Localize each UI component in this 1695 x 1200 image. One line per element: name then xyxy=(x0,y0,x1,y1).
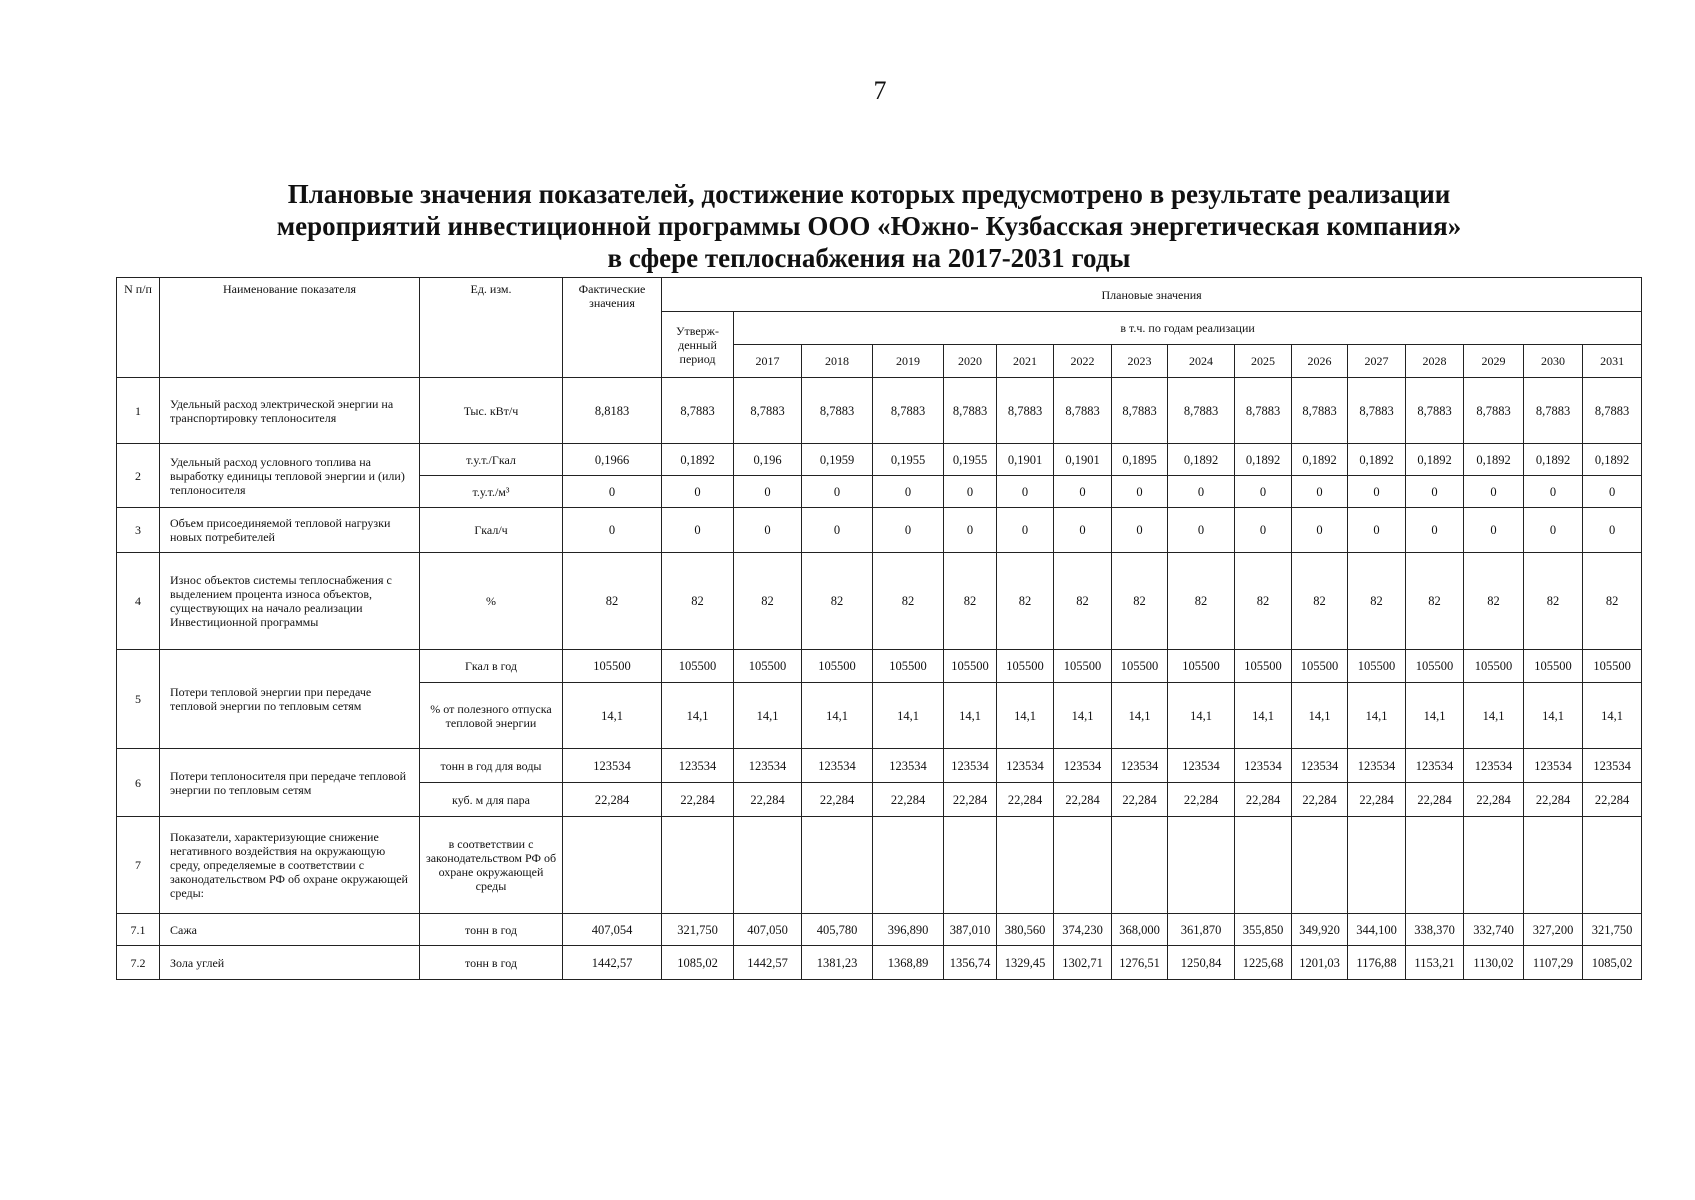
year-value: 0,1955 xyxy=(944,444,997,476)
year-value: 8,7883 xyxy=(1112,378,1168,444)
year-value: 82 xyxy=(873,553,944,650)
unit-cell: тонн в год xyxy=(420,914,563,946)
year-value: 123534 xyxy=(1292,749,1348,783)
header-planned: Плановые значения xyxy=(662,278,1642,312)
approved-value: 8,7883 xyxy=(662,378,734,444)
approved-value: 105500 xyxy=(662,650,734,683)
header-year: 2021 xyxy=(997,345,1054,378)
page-number: 7 xyxy=(873,76,887,105)
year-value: 123534 xyxy=(1406,749,1464,783)
table-row xyxy=(117,817,1642,914)
year-value: 1250,84 xyxy=(1168,946,1235,980)
year-value: 22,284 xyxy=(873,783,944,817)
year-value: 0 xyxy=(944,508,997,553)
year-value: 8,7883 xyxy=(1054,378,1112,444)
table-row xyxy=(117,650,1642,683)
header-year: 2024 xyxy=(1168,345,1235,378)
year-value: 105500 xyxy=(1464,650,1524,683)
year-value: 0 xyxy=(1583,508,1642,553)
year-value: 22,284 xyxy=(1235,783,1292,817)
year-value: 82 xyxy=(734,553,802,650)
year-value xyxy=(1168,817,1235,914)
year-value: 0 xyxy=(1168,508,1235,553)
title-line-3: в сфере теплоснабжения на 2017-2031 годы xyxy=(607,243,1131,273)
year-value: 22,284 xyxy=(1464,783,1524,817)
year-value: 1381,23 xyxy=(802,946,873,980)
approved-value: 14,1 xyxy=(662,683,734,749)
year-value: 22,284 xyxy=(802,783,873,817)
year-value: 0,1959 xyxy=(802,444,873,476)
header-year: 2030 xyxy=(1524,345,1583,378)
year-value: 22,284 xyxy=(1348,783,1406,817)
year-value: 321,750 xyxy=(1583,914,1642,946)
table-row xyxy=(117,508,1642,553)
unit-cell: тонн в год xyxy=(420,946,563,980)
indicator-name: Зола углей xyxy=(160,946,420,980)
year-value: 14,1 xyxy=(734,683,802,749)
year-value: 22,284 xyxy=(1292,783,1348,817)
year-value: 22,284 xyxy=(1524,783,1583,817)
year-value: 0 xyxy=(1464,476,1524,508)
indicator-name: Показатели, характеризующие снижение негативного воздействия на окружающую среду, определяемые в соответствии с законодательством РФ об охране окружающей среды: xyxy=(160,817,420,914)
year-value: 22,284 xyxy=(1168,783,1235,817)
year-value: 349,920 xyxy=(1292,914,1348,946)
year-value: 327,200 xyxy=(1524,914,1583,946)
year-value xyxy=(873,817,944,914)
approved-value: 1085,02 xyxy=(662,946,734,980)
header-year: 2029 xyxy=(1464,345,1524,378)
header-year: 2025 xyxy=(1235,345,1292,378)
year-value: 0 xyxy=(1406,508,1464,553)
header-actual: Фактические значения xyxy=(563,278,662,378)
year-value: 123534 xyxy=(734,749,802,783)
year-value: 105500 xyxy=(873,650,944,683)
year-value: 0,1892 xyxy=(1406,444,1464,476)
table-header xyxy=(117,278,1642,378)
year-value: 0,196 xyxy=(734,444,802,476)
year-value: 1176,88 xyxy=(1348,946,1406,980)
year-value: 82 xyxy=(1583,553,1642,650)
indicator-name: Удельный расход условного топлива на выработку единицы тепловой энергии и (или) теплоносителя xyxy=(160,444,420,508)
year-value: 0 xyxy=(944,476,997,508)
year-value: 22,284 xyxy=(734,783,802,817)
year-value: 105500 xyxy=(1348,650,1406,683)
actual-value: 0 xyxy=(563,508,662,553)
year-value: 0 xyxy=(1524,476,1583,508)
year-value: 82 xyxy=(997,553,1054,650)
year-value: 0 xyxy=(1054,476,1112,508)
year-value: 123534 xyxy=(1348,749,1406,783)
year-value: 0,1892 xyxy=(1583,444,1642,476)
actual-value: 14,1 xyxy=(563,683,662,749)
year-value: 123534 xyxy=(873,749,944,783)
table-row xyxy=(117,553,1642,650)
year-value: 123534 xyxy=(997,749,1054,783)
year-value: 105500 xyxy=(1292,650,1348,683)
year-value: 0,1892 xyxy=(1464,444,1524,476)
year-value: 0 xyxy=(1464,508,1524,553)
header-year: 2018 xyxy=(802,345,873,378)
year-value: 105500 xyxy=(1524,650,1583,683)
row-number: 7 xyxy=(117,817,160,914)
actual-value: 105500 xyxy=(563,650,662,683)
year-value: 14,1 xyxy=(1524,683,1583,749)
year-value: 8,7883 xyxy=(1348,378,1406,444)
year-value: 8,7883 xyxy=(1168,378,1235,444)
year-value: 22,284 xyxy=(1583,783,1642,817)
year-value: 8,7883 xyxy=(997,378,1054,444)
approved-value: 321,750 xyxy=(662,914,734,946)
year-value: 105500 xyxy=(1054,650,1112,683)
unit-cell: Тыс. кВт/ч xyxy=(420,378,563,444)
year-value: 0 xyxy=(802,476,873,508)
year-value: 14,1 xyxy=(1583,683,1642,749)
row-number: 3 xyxy=(117,508,160,553)
header-year: 2020 xyxy=(944,345,997,378)
year-value: 8,7883 xyxy=(873,378,944,444)
header-year: 2017 xyxy=(734,345,802,378)
year-value xyxy=(1348,817,1406,914)
actual-value: 0,1966 xyxy=(563,444,662,476)
year-value: 123534 xyxy=(1464,749,1524,783)
year-value: 14,1 xyxy=(1464,683,1524,749)
year-value: 0 xyxy=(1235,476,1292,508)
year-value: 14,1 xyxy=(944,683,997,749)
approved-value: 123534 xyxy=(662,749,734,783)
actual-value: 82 xyxy=(563,553,662,650)
year-value: 22,284 xyxy=(1112,783,1168,817)
year-value: 1329,45 xyxy=(997,946,1054,980)
year-value: 82 xyxy=(1292,553,1348,650)
year-value: 105500 xyxy=(1406,650,1464,683)
row-number: 7.1 xyxy=(117,914,160,946)
year-value: 82 xyxy=(1168,553,1235,650)
header-by-years: в т.ч. по годам реализации xyxy=(734,312,1642,345)
year-value: 0,1955 xyxy=(873,444,944,476)
year-value: 22,284 xyxy=(944,783,997,817)
unit-cell: Гкал/ч xyxy=(420,508,563,553)
year-value: 8,7883 xyxy=(1292,378,1348,444)
year-value xyxy=(1464,817,1524,914)
year-value: 8,7883 xyxy=(1406,378,1464,444)
year-value xyxy=(1292,817,1348,914)
row-number: 1 xyxy=(117,378,160,444)
year-value: 0 xyxy=(997,508,1054,553)
year-value: 0,1895 xyxy=(1112,444,1168,476)
header-name: Наименование показателя xyxy=(160,278,420,378)
year-value: 380,560 xyxy=(997,914,1054,946)
year-value xyxy=(1583,817,1642,914)
year-value: 8,7883 xyxy=(1524,378,1583,444)
year-value: 1201,03 xyxy=(1292,946,1348,980)
year-value: 82 xyxy=(1112,553,1168,650)
year-value: 1130,02 xyxy=(1464,946,1524,980)
year-value: 0,1892 xyxy=(1524,444,1583,476)
year-value: 0 xyxy=(1112,508,1168,553)
year-value: 0 xyxy=(1524,508,1583,553)
header-year: 2031 xyxy=(1583,345,1642,378)
year-value: 0 xyxy=(997,476,1054,508)
header-year: 2028 xyxy=(1406,345,1464,378)
year-value: 1302,71 xyxy=(1054,946,1112,980)
title-line-2: мероприятий инвестиционной программы ООО «Южно- Кузбасская энергетическая компания» xyxy=(276,211,1462,241)
year-value: 105500 xyxy=(1168,650,1235,683)
row-number: 6 xyxy=(117,749,160,817)
year-value: 8,7883 xyxy=(1464,378,1524,444)
year-value: 1225,68 xyxy=(1235,946,1292,980)
year-value: 0,1892 xyxy=(1348,444,1406,476)
year-value: 332,740 xyxy=(1464,914,1524,946)
actual-value: 0 xyxy=(563,476,662,508)
year-value: 0 xyxy=(1235,508,1292,553)
year-value: 82 xyxy=(1406,553,1464,650)
year-value: 0 xyxy=(1348,476,1406,508)
year-value: 0 xyxy=(873,476,944,508)
year-value xyxy=(1524,817,1583,914)
year-value: 0 xyxy=(1054,508,1112,553)
table-body xyxy=(117,378,1642,980)
year-value: 82 xyxy=(944,553,997,650)
year-value: 14,1 xyxy=(1054,683,1112,749)
unit-cell: т.у.т./Гкал xyxy=(420,444,563,476)
year-value: 344,100 xyxy=(1348,914,1406,946)
year-value: 14,1 xyxy=(802,683,873,749)
year-value: 123534 xyxy=(944,749,997,783)
year-value: 14,1 xyxy=(997,683,1054,749)
year-value: 0 xyxy=(1292,476,1348,508)
year-value: 0 xyxy=(1348,508,1406,553)
table-row xyxy=(117,378,1642,444)
year-value: 123534 xyxy=(1583,749,1642,783)
year-value: 0 xyxy=(1583,476,1642,508)
year-value: 1368,89 xyxy=(873,946,944,980)
year-value: 14,1 xyxy=(1112,683,1168,749)
table-row xyxy=(117,914,1642,946)
year-value: 361,870 xyxy=(1168,914,1235,946)
year-value: 14,1 xyxy=(1235,683,1292,749)
year-value xyxy=(1235,817,1292,914)
year-value: 0,1892 xyxy=(1235,444,1292,476)
actual-value: 22,284 xyxy=(563,783,662,817)
year-value: 105500 xyxy=(1235,650,1292,683)
table-row xyxy=(117,946,1642,980)
header-approved-period: Утверж-денный период xyxy=(662,312,734,378)
year-value: 1085,02 xyxy=(1583,946,1642,980)
year-value: 0 xyxy=(734,476,802,508)
year-value: 82 xyxy=(802,553,873,650)
year-value: 0 xyxy=(1406,476,1464,508)
header-year: 2026 xyxy=(1292,345,1348,378)
unit-cell: тонн в год для воды xyxy=(420,749,563,783)
indicator-name: Потери тепловой энергии при передаче тепловой энергии по тепловым сетям xyxy=(160,650,420,749)
year-value: 8,7883 xyxy=(1235,378,1292,444)
year-value xyxy=(802,817,873,914)
year-value: 123534 xyxy=(1524,749,1583,783)
year-value: 123534 xyxy=(1112,749,1168,783)
year-value: 8,7883 xyxy=(734,378,802,444)
approved-value xyxy=(662,817,734,914)
year-value: 82 xyxy=(1054,553,1112,650)
year-value: 82 xyxy=(1464,553,1524,650)
year-value: 123534 xyxy=(1168,749,1235,783)
year-value: 0,1892 xyxy=(1168,444,1235,476)
year-value: 374,230 xyxy=(1054,914,1112,946)
year-value: 123534 xyxy=(802,749,873,783)
year-value: 0 xyxy=(802,508,873,553)
approved-value: 0 xyxy=(662,508,734,553)
header-unit: Ед. изм. xyxy=(420,278,563,378)
year-value: 22,284 xyxy=(1054,783,1112,817)
actual-value: 1442,57 xyxy=(563,946,662,980)
table-row xyxy=(117,444,1642,476)
indicator-name: Сажа xyxy=(160,914,420,946)
row-number: 2 xyxy=(117,444,160,508)
approved-value: 0,1892 xyxy=(662,444,734,476)
year-value: 105500 xyxy=(1583,650,1642,683)
year-value xyxy=(1054,817,1112,914)
approved-value: 22,284 xyxy=(662,783,734,817)
year-value: 0 xyxy=(1112,476,1168,508)
document-title xyxy=(0,178,1695,274)
actual-value xyxy=(563,817,662,914)
year-value: 8,7883 xyxy=(802,378,873,444)
indicator-name: Потери теплоносителя при передаче тепловой энергии по тепловым сетям xyxy=(160,749,420,817)
year-value: 14,1 xyxy=(873,683,944,749)
unit-cell: т.у.т./м³ xyxy=(420,476,563,508)
header-year: 2023 xyxy=(1112,345,1168,378)
year-value: 405,780 xyxy=(802,914,873,946)
year-value xyxy=(734,817,802,914)
row-number: 7.2 xyxy=(117,946,160,980)
year-value: 82 xyxy=(1524,553,1583,650)
actual-value: 123534 xyxy=(563,749,662,783)
year-value: 355,850 xyxy=(1235,914,1292,946)
year-value: 0 xyxy=(734,508,802,553)
year-value xyxy=(1112,817,1168,914)
year-value: 0,1892 xyxy=(1292,444,1348,476)
year-value: 1107,29 xyxy=(1524,946,1583,980)
title-line-1: Плановые значения показателей, достижение которых предусмотрено в результате реализации xyxy=(287,179,1451,209)
year-value: 1356,74 xyxy=(944,946,997,980)
year-value: 14,1 xyxy=(1292,683,1348,749)
indicator-name: Удельный расход электрической энергии на транспортировку теплоносителя xyxy=(160,378,420,444)
approved-value: 0 xyxy=(662,476,734,508)
year-value xyxy=(997,817,1054,914)
header-num: N п/п xyxy=(117,278,160,378)
year-value: 8,7883 xyxy=(944,378,997,444)
year-value: 0,1901 xyxy=(997,444,1054,476)
year-value: 0 xyxy=(873,508,944,553)
year-value: 82 xyxy=(1348,553,1406,650)
actual-value: 8,8183 xyxy=(563,378,662,444)
year-value: 0 xyxy=(1168,476,1235,508)
year-value: 105500 xyxy=(944,650,997,683)
year-value: 105500 xyxy=(734,650,802,683)
year-value: 105500 xyxy=(997,650,1054,683)
year-value: 14,1 xyxy=(1406,683,1464,749)
year-value: 123534 xyxy=(1235,749,1292,783)
year-value: 105500 xyxy=(1112,650,1168,683)
year-value xyxy=(1406,817,1464,914)
year-value xyxy=(944,817,997,914)
year-value: 8,7883 xyxy=(1583,378,1642,444)
year-value: 396,890 xyxy=(873,914,944,946)
year-value: 105500 xyxy=(802,650,873,683)
year-value: 123534 xyxy=(1054,749,1112,783)
year-value: 338,370 xyxy=(1406,914,1464,946)
year-value: 1442,57 xyxy=(734,946,802,980)
actual-value: 407,054 xyxy=(563,914,662,946)
year-value: 14,1 xyxy=(1348,683,1406,749)
unit-cell: Гкал в год xyxy=(420,650,563,683)
year-value: 0 xyxy=(1292,508,1348,553)
unit-cell: % xyxy=(420,553,563,650)
unit-cell: в соответствии с законодательством РФ об охране окружающей среды xyxy=(420,817,563,914)
year-value: 1276,51 xyxy=(1112,946,1168,980)
year-value: 1153,21 xyxy=(1406,946,1464,980)
header-year: 2019 xyxy=(873,345,944,378)
year-value: 22,284 xyxy=(997,783,1054,817)
year-value: 82 xyxy=(1235,553,1292,650)
header-year: 2022 xyxy=(1054,345,1112,378)
year-value: 22,284 xyxy=(1406,783,1464,817)
header-year: 2027 xyxy=(1348,345,1406,378)
row-number: 4 xyxy=(117,553,160,650)
year-value: 14,1 xyxy=(1168,683,1235,749)
indicator-name: Объем присоединяемой тепловой нагрузки новых потребителей xyxy=(160,508,420,553)
year-value: 407,050 xyxy=(734,914,802,946)
unit-cell: % от полезного отпуска тепловой энергии xyxy=(420,683,563,749)
table-row xyxy=(117,749,1642,783)
indicator-name: Износ объектов системы теплоснабжения с выделением процента износа объектов, существующих на начало реализации Инвестиционной программы xyxy=(160,553,420,650)
indicators-table xyxy=(116,277,1642,980)
approved-value: 82 xyxy=(662,553,734,650)
row-number: 5 xyxy=(117,650,160,749)
year-value: 0,1901 xyxy=(1054,444,1112,476)
unit-cell: куб. м для пара xyxy=(420,783,563,817)
year-value: 368,000 xyxy=(1112,914,1168,946)
year-value: 387,010 xyxy=(944,914,997,946)
